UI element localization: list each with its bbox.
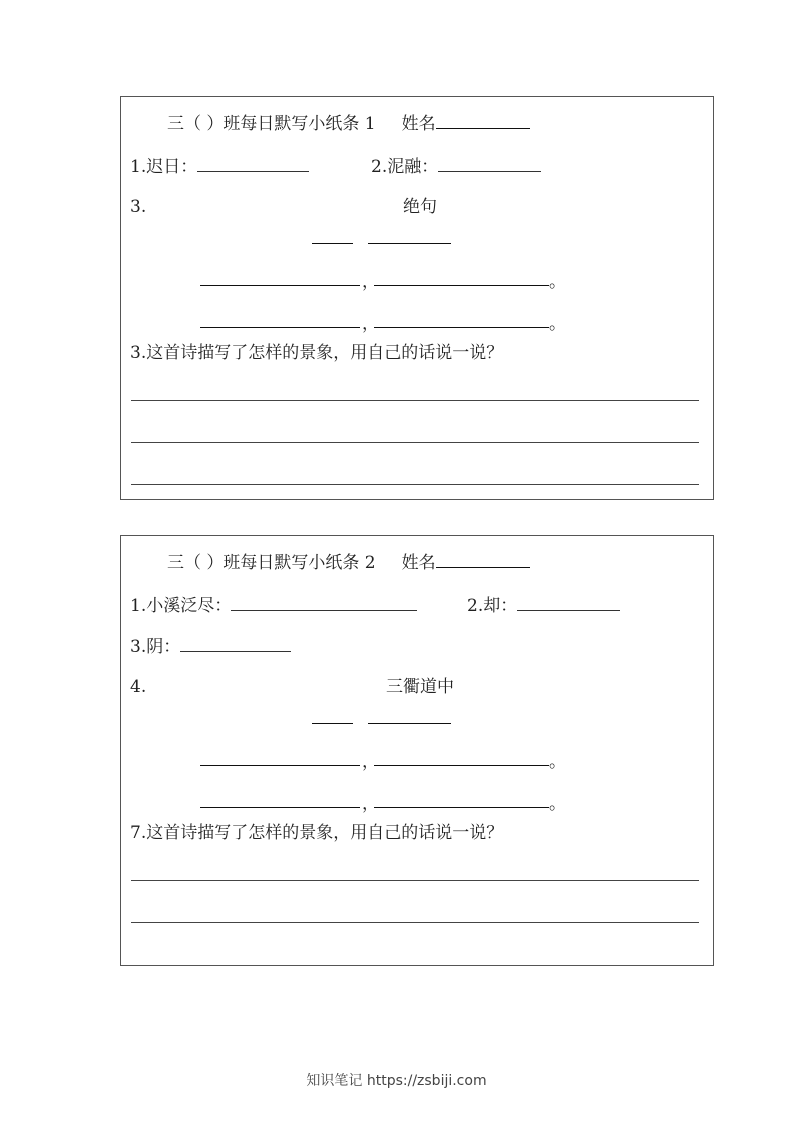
question-4-number: 4. <box>130 677 147 697</box>
question-1-label: 1.小溪泛尽： <box>130 596 232 616</box>
answer-blank[interactable] <box>438 156 541 172</box>
answer-line[interactable] <box>131 880 699 881</box>
period: 。 <box>549 272 566 292</box>
answer-line[interactable] <box>131 484 699 485</box>
poem-line-blank[interactable] <box>374 807 549 808</box>
card-title: 三（ ）班每日默写小纸条 1 <box>167 114 376 134</box>
dictation-card-2 <box>120 535 714 966</box>
author-blank[interactable] <box>368 723 451 724</box>
question-1 <box>130 595 417 616</box>
period: 。 <box>549 794 566 814</box>
footer-watermark: 知识笔记 https://zsbiji.com <box>306 1073 487 1089</box>
name-blank[interactable] <box>436 552 530 568</box>
poem-line-blank[interactable] <box>200 765 360 766</box>
description-question: 3.这首诗描写了怎样的景象，用自己的话说一说？ <box>130 343 504 363</box>
poem-line-blank[interactable] <box>200 327 360 328</box>
question-2-label: 2.泥融： <box>371 157 439 177</box>
question-1-label: 1.迟日： <box>130 157 198 177</box>
card-title-row <box>167 552 530 573</box>
poem-line-blank[interactable] <box>200 807 360 808</box>
answer-blank[interactable] <box>231 595 417 611</box>
poem-line-blank[interactable] <box>200 285 360 286</box>
poem-title: 三衢道中 <box>386 677 454 697</box>
card-title: 三（ ）班每日默写小纸条 2 <box>167 553 376 573</box>
description-question: 7.这首诗描写了怎样的景象，用自己的话说一说？ <box>130 823 504 843</box>
comma: ， <box>362 272 379 292</box>
comma: ， <box>362 794 379 814</box>
answer-line[interactable] <box>131 922 699 923</box>
poem-line-blank[interactable] <box>374 285 549 286</box>
answer-blank[interactable] <box>517 595 620 611</box>
poem-line-blank[interactable] <box>374 327 549 328</box>
comma: ， <box>362 752 379 772</box>
comma: ， <box>362 314 379 334</box>
answer-blank[interactable] <box>180 636 291 652</box>
dynasty-blank[interactable] <box>312 243 353 244</box>
answer-blank[interactable] <box>197 156 309 172</box>
card-title-row <box>167 113 530 134</box>
question-2-label: 2.却： <box>467 596 518 616</box>
name-label: 姓名 <box>401 114 436 134</box>
name-label: 姓名 <box>401 553 436 573</box>
question-2 <box>371 156 541 177</box>
question-2 <box>467 595 620 616</box>
question-3-label: 3.阴： <box>130 637 181 657</box>
answer-line[interactable] <box>131 442 699 443</box>
period: 。 <box>549 314 566 334</box>
answer-line[interactable] <box>131 400 699 401</box>
dynasty-blank[interactable] <box>312 723 353 724</box>
dictation-card-1 <box>120 96 714 500</box>
period: 。 <box>549 752 566 772</box>
poem-title: 绝句 <box>403 197 437 217</box>
poem-line-blank[interactable] <box>374 765 549 766</box>
name-blank[interactable] <box>436 113 530 129</box>
question-3 <box>130 636 291 657</box>
question-3-number: 3. <box>130 197 147 217</box>
question-1 <box>130 156 309 177</box>
author-blank[interactable] <box>368 243 451 244</box>
